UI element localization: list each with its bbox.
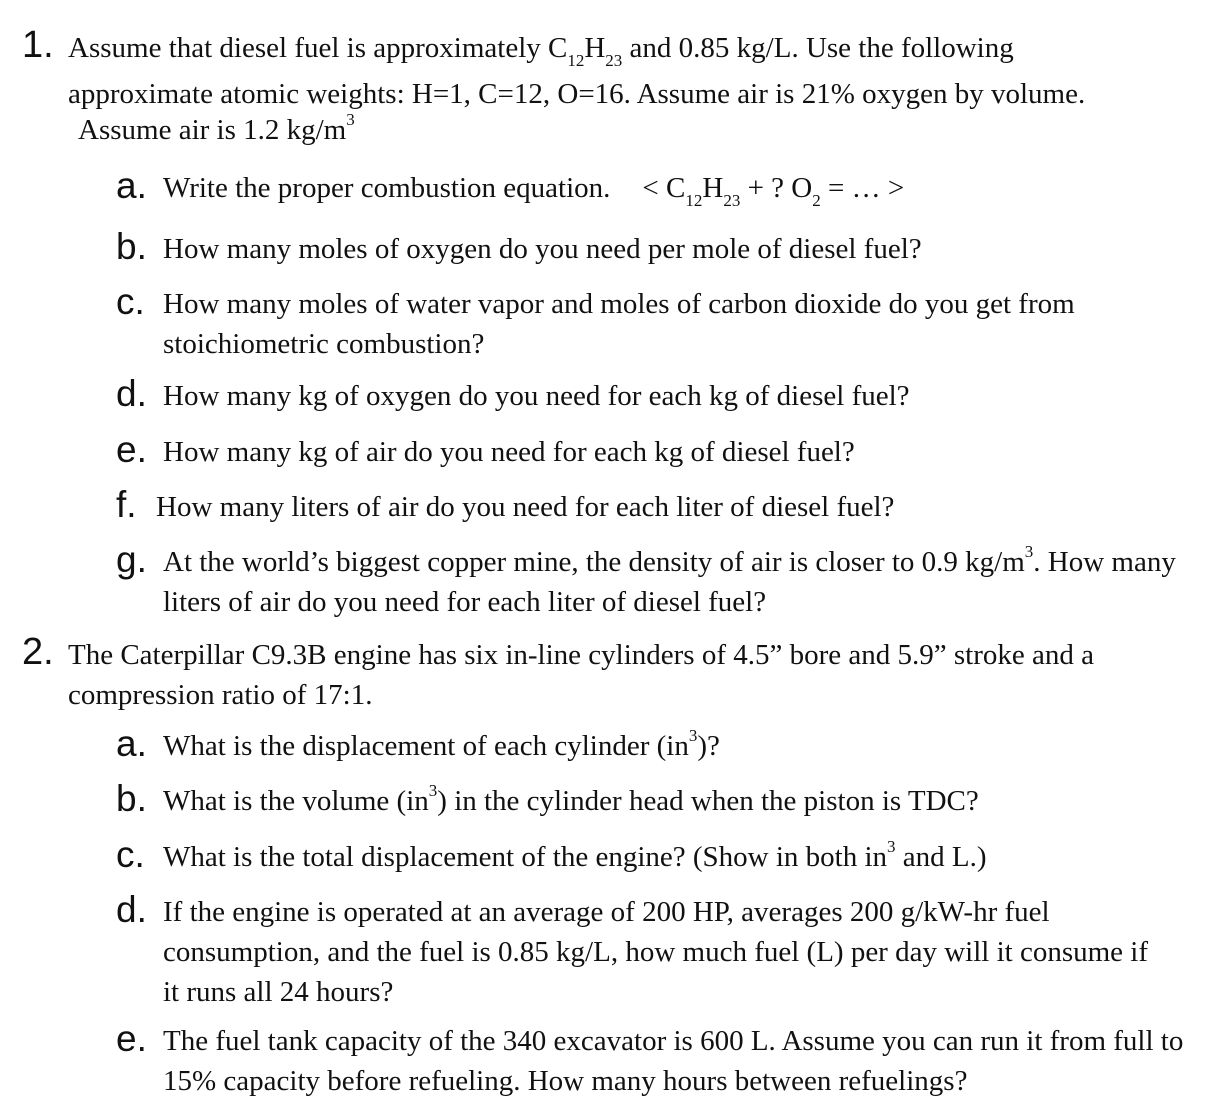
part-letter: e. [116,1018,147,1059]
part-letter: e. [116,429,147,470]
question-1 [22,24,1212,150]
question-1-number: 1. [22,24,54,66]
question-2 [22,631,1212,715]
question-1-part-a: a. Write the proper combustion equation. < $C_{12}H_{23}$ + ? $O_2$ = … > [116,165,905,210]
question-2-part-d: d. If the engine is operated at an average of 200 HP, averages 200 g/kW-hr fuel consumption, and the fuel is 0.85 kg/L, how much fuel (L) per day will it consume if it runs all 24 hours? [116,889,1148,1008]
part-letter: c. [116,834,145,875]
question-1-line-2: approximate atomic weights: H=1, C=12, O=16. Assume air is 21% oxygen by volume. [68,78,1086,110]
part-letter: b. [116,226,147,267]
part-letter: g. [116,539,147,580]
question-2-part-c: c. What is the total displacement of the engine? (Show in both $in^3$ and L.) [116,837,1211,877]
question-1-line-3: Assume air is 1.2 $kg/m^3$ [78,110,355,146]
part-letter: a. [116,165,147,206]
question-1-part-b: b. How many moles of oxygen do you need per mole of diesel fuel? [116,229,1211,269]
part-letter: d. [116,889,147,930]
question-1-part-c: c. How many moles of water vapor and moles of carbon dioxide do you get from stoichiometric combustion? [116,281,1075,360]
question-1-line-1: Assume that diesel fuel is approximately $C_{12}H_{23}$ and 0.85 kg/L. Use the following [68,32,1014,70]
part-letter: c. [116,281,145,322]
question-1-part-f: f. How many liters of air do you need for each liter of diesel fuel? [116,487,1211,527]
part-letter: d. [116,373,147,414]
question-1-part-d: d. How many kg of oxygen do you need for each kg of diesel fuel? [116,376,1211,416]
part-letter: b. [116,778,147,819]
question-2-text: The Caterpillar C9.3B engine has six in-line cylinders of 4.5” bore and 5.9” stroke and a compression ratio of 17:1. [68,639,1094,711]
part-letter: f. [116,484,137,525]
combustion-equation: < $C_{12}H_{23}$ + ? $O_2$ = … > [642,172,905,210]
question-2-number: 2. [22,631,54,673]
question-1-part-e: e. How many kg of air do you need for each kg of diesel fuel? [116,432,1211,472]
question-2-part-e: e. The fuel tank capacity of the 340 excavator is 600 L. Assume you can run it from full to 15% capacity before refueling. How many hours between refuelings? [116,1018,1184,1097]
part-letter: a. [116,723,147,764]
question-2-part-b: b. What is the volume $(in^3)$ in the cylinder head when the piston is TDC? [116,781,1211,821]
question-1-part-g: g. At the world’s biggest copper mine, the density of air is closer to 0.9 $kg/m^3$. How many liters of air do you need for each liter of diesel fuel? [116,539,1176,618]
question-2-part-a: a. What is the displacement of each cylinder $(in^3)$? [116,726,1211,766]
